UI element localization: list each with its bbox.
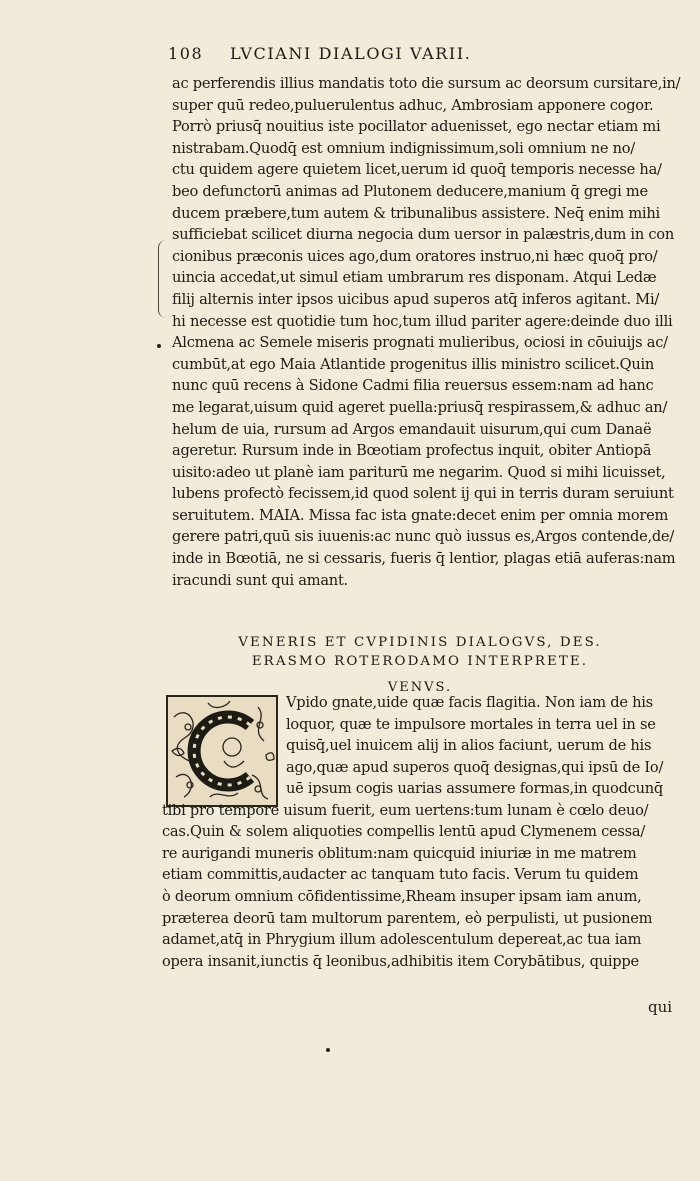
- text-line: re aurigandi muneris oblitum:nam quicquid iniuriæ in me matrem: [162, 844, 637, 862]
- text-line: ageretur. Rursum inde in Bœotiam profectus inquit, obiter Antiopā: [172, 442, 652, 460]
- dialogue-title-line: ERASMO ROTERODAMO INTERPRETE.: [251, 654, 589, 669]
- ink-speck: [326, 1048, 330, 1052]
- text-line: Porrò priusq̄ nouitius iste pocillator aduenisset, ego nectar etiam mi: [172, 118, 661, 136]
- text-line: uincia accedat,ut simul etiam umbrarum res disponam. Atqui Ledæ: [172, 269, 657, 287]
- text-line: cas.Quin & solem aliquoties compellis lentū apud Clymenem cessa/: [162, 823, 646, 841]
- text-line: iracundi sunt qui amant.: [172, 571, 348, 589]
- text-line: loquor, quæ te impulsore mortales in terra uel in se: [286, 715, 656, 733]
- text-line: Alcmena ac Semele miseris prognati mulieribus, ociosi in cōuiuijs ac/: [172, 334, 668, 352]
- text-block-2-full: [162, 778, 682, 972]
- text-line: beo defunctorū animas ad Plutonem deducere,manium q̄ gregi me: [172, 182, 648, 200]
- text-line: ducem præbere,tum autem & tribunalibus assistere. Neq̄ enim mihi: [172, 204, 660, 222]
- text-line: ctu quidem agere quietem licet,uerum id quoq̄ temporis necesse ha/: [172, 161, 662, 179]
- text-block-2-beside-initial: [286, 692, 682, 778]
- text-line: ac perferendis illius mandatis toto die sursum ac deorsum cursitare,in/: [172, 75, 681, 92]
- text-line: nistrabam.Quodq̄ est omnium indignissimum,soli omnium ne no/: [172, 139, 635, 157]
- text-line: seruitutem. MAIA. Missa fac ista gnate:decet enim per omnia morem: [172, 506, 669, 524]
- page-number: 108: [168, 44, 204, 63]
- text-line: uē ipsum cogis uarias assumere formas,in quodcunq̄: [286, 780, 663, 797]
- text-line: uisito:adeo ut planè iam pariturū me negarim. Quod si mihi licuisset,: [172, 463, 666, 481]
- dialogue-heading: [160, 633, 680, 697]
- text-line: etiam committis,audacter ac tanquam tuto facis. Verum tu quidem: [162, 866, 639, 884]
- text-line: Vpido gnate,uide quæ facis flagitia. Non iam de his: [286, 694, 653, 711]
- text-line: sufficiebat scilicet diurna negocia dum uersor in palæstris,dum in con: [172, 226, 674, 244]
- text-line: quisq̄,uel inuicem alij in alios faciunt, uerum de his: [286, 737, 652, 755]
- text-line: inde in Bœotiā, ne si cessaris, fueris q̄ lentior, plagas etiā auferas:nam: [172, 550, 676, 568]
- text-line: helum de uia, rursum ad Argos emandauit uisurum,qui cum Danaë: [172, 420, 652, 438]
- text-line: opera insanit,iunctis q̄ leonibus,adhibitis item Corybātibus, quippe: [162, 952, 639, 970]
- text-line: filij alternis inter ipsos uicibus apud superos atq̄ inferos agitant. Mi/: [172, 290, 660, 308]
- text-line: nunc quū recens à Sidone Cadmi filia reuersus essem:nam ad hanc: [172, 377, 654, 395]
- text-block-1: [172, 73, 684, 591]
- catchword: qui: [648, 998, 673, 1016]
- page-header: [168, 44, 688, 63]
- text-line: gerere patri,quū sis iuuenis:ac nunc quò iussus es,Argos contende,de/: [172, 528, 674, 546]
- text-line: adamet,atq̄ in Phrygium illum adolescentulum depereat,ac tua iam: [162, 931, 642, 949]
- marginal-bracket: [158, 240, 167, 318]
- text-line: me legarat,uisum quid ageret puella:priusq̄ respirassem,& adhuc an/: [172, 398, 668, 416]
- running-title: LVCIANI DIALOGI VARII.: [230, 44, 472, 63]
- text-line: tibi pro tempore uisum fuerit, eum uertens:tum lunam è cœlo deuo/: [162, 801, 649, 819]
- ink-speck: [157, 344, 161, 348]
- text-line: cionibus præconis uices ago,dum oratores instruo,ni hæc quoq̄ pro/: [172, 247, 658, 265]
- text-line: cumbūt,at ego Maia Atlantide progenitus illis ministro scilicet.Quin: [172, 355, 655, 373]
- text-line: super quū redeo,puluerulentus adhuc, Ambrosiam apponere cogor.: [172, 96, 654, 114]
- text-line: ò deorum omnium cōfidentissime,Rheam insuper ipsam iam anum,: [162, 887, 642, 905]
- dialogue-title-line: VENERIS ET CVPIDINIS DIALOGVS, DES.: [238, 635, 602, 650]
- text-line: præterea deorū tam multorum parentem, eò perpulisti, ut pusionem: [162, 909, 653, 927]
- speaker-label: VENVS.: [387, 680, 453, 695]
- text-line: hi necesse est quotidie tum hoc,tum illud pariter agere:deinde duo illi: [172, 312, 673, 330]
- text-line: ago,quæ apud superos quoq̄ designas,qui ipsū de Io/: [286, 758, 664, 776]
- text-line: lubens profectò fecissem,id quod solent ij qui in terris duram seruiunt: [172, 485, 674, 503]
